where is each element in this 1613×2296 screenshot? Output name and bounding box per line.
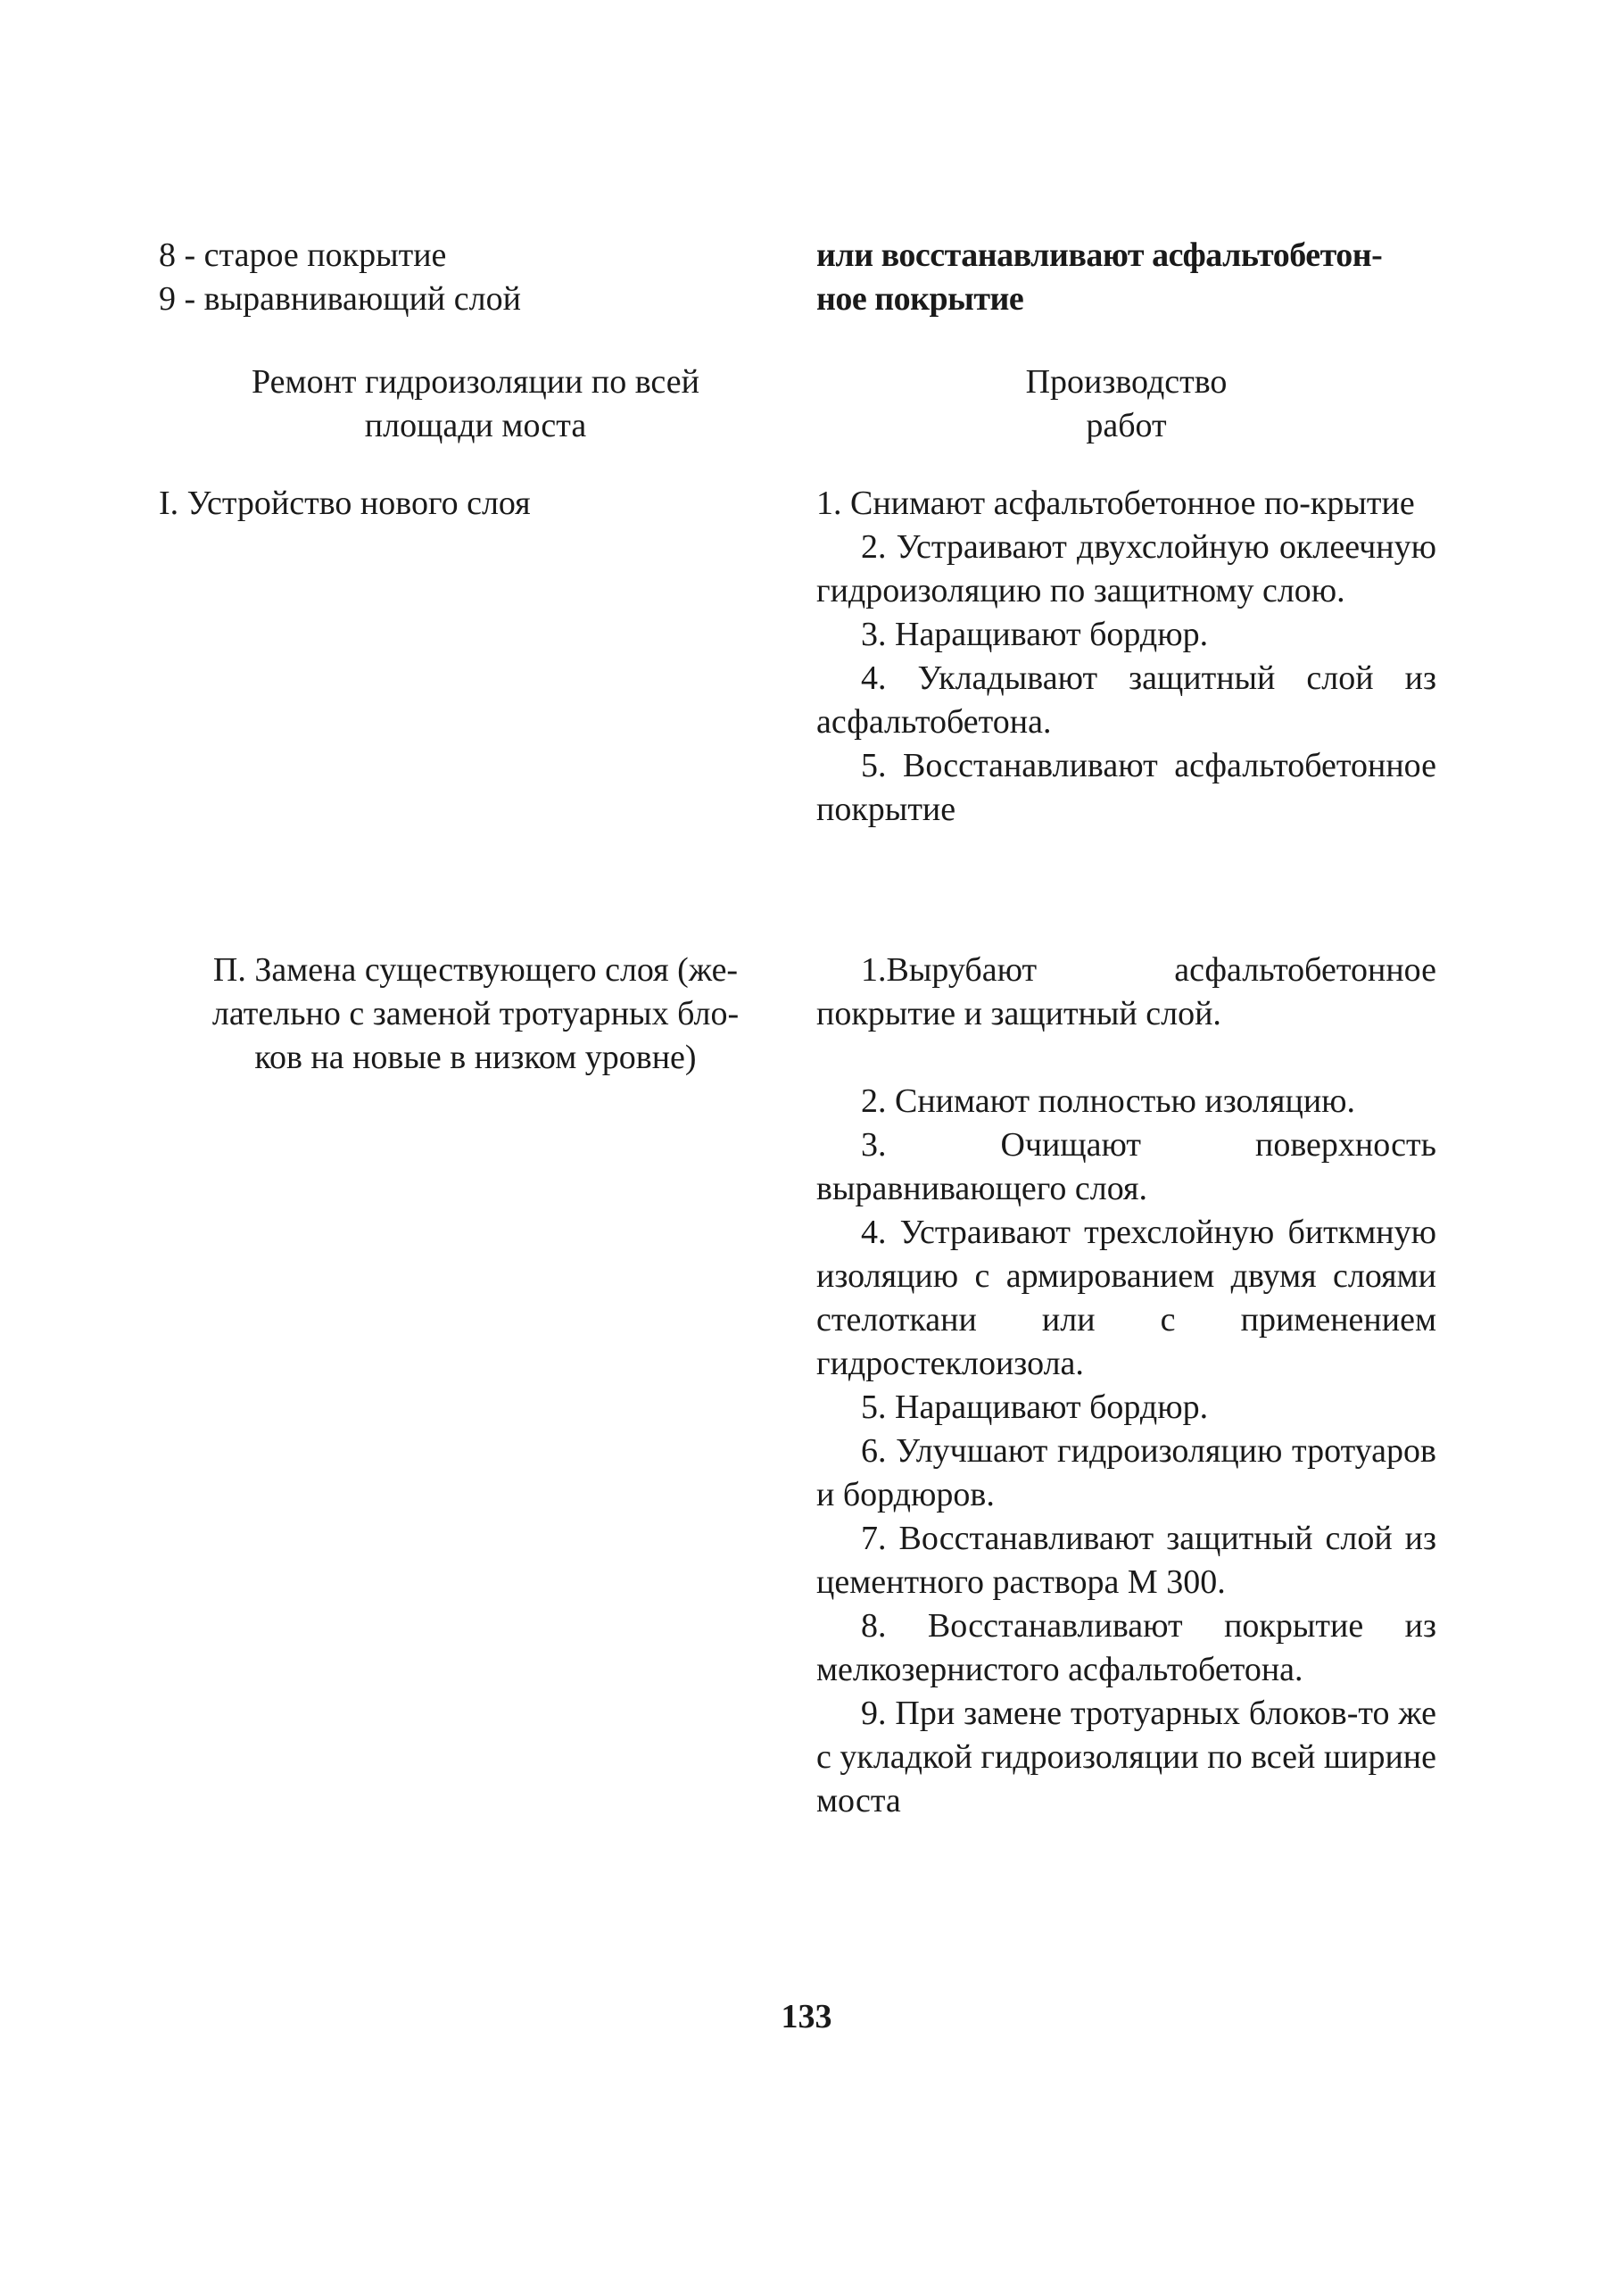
legend: [159, 234, 792, 321]
header-right: [816, 234, 1436, 321]
section-left-title-line-1: Ремонт гидроизоляции по всей: [252, 363, 699, 401]
method-1-title-block: [159, 482, 792, 526]
method-2-title-block: [159, 949, 792, 1080]
method-2-step: 3. Очищают поверхность выравнивающего слоя.: [816, 1126, 1436, 1207]
section-right-title: [816, 361, 1436, 448]
page-number: 133: [781, 1998, 832, 2035]
method-2-step: 2. Снимают полностью изоляцию.: [861, 1082, 1356, 1120]
method-2-title-line-1: П. Замена существующего слоя (же-: [212, 951, 739, 989]
method-2-step: 6. Улучшают гидроизоляцию тротуаров и бордюров.: [816, 1432, 1436, 1513]
method-2-step: 4. Устраивают трехслойную биткмную изоляцию с армированием двумя слоями стелоткани или с применением гидростеклоизола.: [816, 1214, 1436, 1382]
method-2-step: 5. Наращивают бордюр.: [861, 1388, 1209, 1426]
legend-item-8: 8 - старое покрытие: [159, 236, 447, 274]
method-2-step: 9. При замене тротуарных блоков-то же с укладкой гидроизоляции по всей ширине моста: [816, 1695, 1436, 1819]
method-2-steps: [816, 949, 1436, 1823]
section-right-title-line-2: работ: [1086, 407, 1167, 444]
method-1-step: 1. Снимают асфальтобетонное по-крытие: [816, 485, 1415, 522]
legend-item-9: 9 - выравнивающий слой: [159, 280, 521, 318]
section-left-title: [159, 361, 792, 448]
method-2-step: 1.Вырубают асфальтобетонное покрытие и защитный слой.: [816, 951, 1436, 1032]
method-1-step: 5. Восстанавливают асфальтобетонное покрытие: [816, 747, 1436, 828]
method-1-step: 3. Наращивают бордюр.: [861, 616, 1209, 653]
method-1-step: 4. Укладывают защитный слой из асфальтобетона.: [816, 659, 1436, 741]
method-1-steps: [816, 482, 1436, 832]
header-right-line-1: или восстанавливают асфальтобетон-: [816, 236, 1383, 274]
section-left-title-line-2: площади моста: [364, 407, 587, 444]
header-right-line-2: ное покрытие: [816, 280, 1024, 318]
method-2-step: 7. Восстанавливают защитный слой из цементного раствора М 300.: [816, 1520, 1436, 1601]
method-1-step: 2. Устраивают двухслойную оклеечную гидроизоляцию по защитному слою.: [816, 528, 1436, 609]
method-2-title-line-3: ков на новые в низком уровне): [254, 1039, 697, 1076]
method-1-title: I. Устройство нового слоя: [159, 485, 531, 522]
method-2-title-line-2: лательно с заменой тротуарных бло-: [211, 995, 740, 1032]
section-right-title-line-1: Производство: [1025, 363, 1228, 401]
method-2-step: 8. Восстанавливают покрытие из мелкозернистого асфальтобетона.: [816, 1607, 1436, 1688]
